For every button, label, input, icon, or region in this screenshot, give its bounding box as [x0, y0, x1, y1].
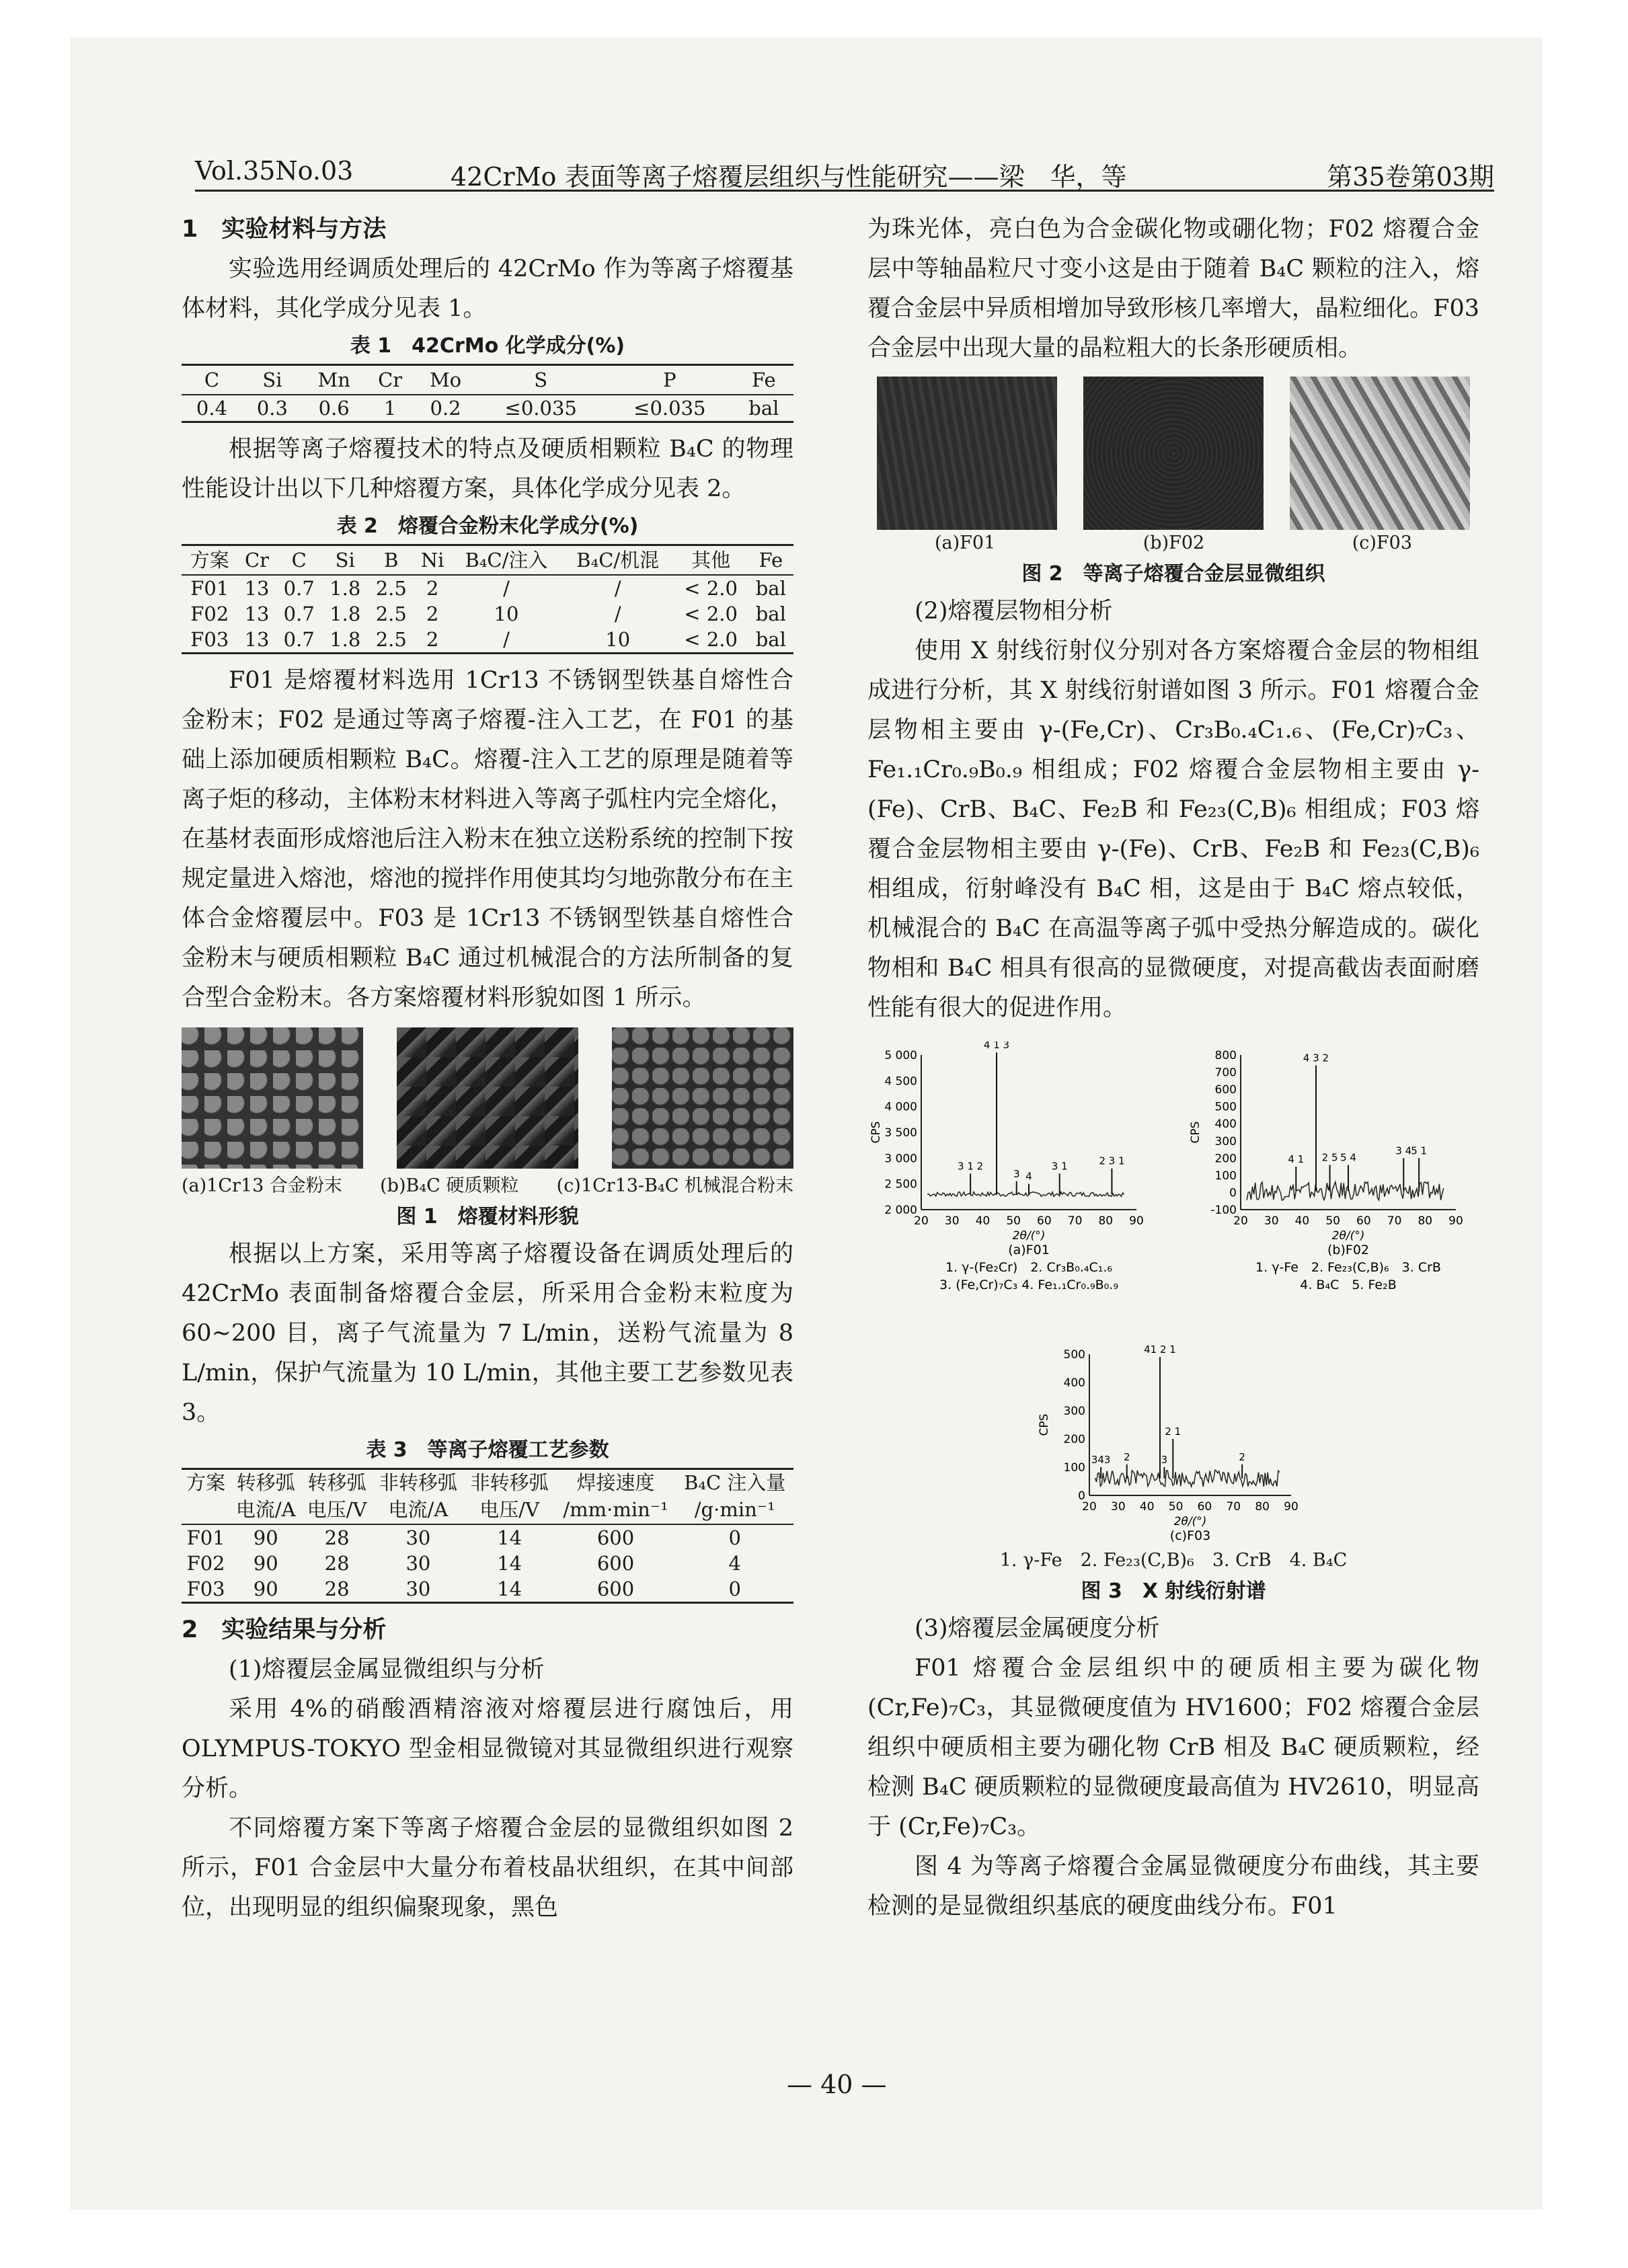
table-header-cell: /g·min⁻¹: [676, 1495, 794, 1524]
paragraph: F01 是熔覆材料选用 1Cr13 不锈钢型铁基自熔性合金粉末；F02 是通过等离子熔覆-注入工艺，在 F01 的基础上添加硬质相颗粒 B₄C。熔覆-注入工艺的原理是随着等离子炬的移动，主体粉末材料进入等离子弧柱内完全熔化，在基材表面形成熔池后注入粉末在独立送粉系统的控制下按规定量进入熔池，熔池的搅拌作用使其均匀地弥散分布在主体合金熔覆层中。F03 是 1Cr13 不锈钢型铁基自熔性合金粉末与硬质相颗粒 B₄C 通过机械混合的方法所制备的复合型合金粉末。各方案熔覆材料形貌如图 1 所示。: [182, 667, 794, 1011]
table-2: [182, 544, 793, 654]
figure-3: [867, 1042, 1479, 1559]
y-tick-label: 2 500: [884, 1177, 917, 1191]
y-tick-label: 800: [1214, 1049, 1237, 1062]
table-header-cell: [182, 1495, 230, 1524]
table-cell: 2: [426, 628, 439, 651]
y-tick-label: 600: [1214, 1083, 1237, 1097]
table-cell: 0.4: [196, 397, 228, 420]
table-cell: F01: [186, 1526, 225, 1549]
peak-label: 2: [1239, 1450, 1245, 1463]
section-2-heading: 2 实验结果与分析: [182, 1616, 387, 1643]
x-tick-label: 40: [1294, 1214, 1310, 1228]
header-issue: 第35卷第03期: [1327, 162, 1494, 192]
figure-2a-label: (a)F01: [935, 533, 996, 553]
table-cell: ≤0.035: [633, 397, 706, 420]
x-tick-label: 90: [1129, 1214, 1144, 1228]
table-cell: bal: [755, 602, 786, 625]
x-tick-label: 50: [1325, 1214, 1340, 1228]
table-cell: F02: [186, 1552, 225, 1575]
table-cell: bal: [755, 628, 786, 651]
x-tick-label: 20: [1233, 1214, 1248, 1228]
table-header-cell: Fe: [734, 365, 793, 395]
x-axis-label: 2θ/(°): [1173, 1515, 1207, 1528]
right-column: [867, 210, 1479, 1926]
table-cell: bal: [748, 397, 779, 420]
peak-label: 5 1: [1411, 1144, 1428, 1157]
figure-1c-label: (c)1Cr13-B₄C 机械混合粉末: [556, 1175, 793, 1196]
table-cell: 13: [244, 602, 270, 625]
figure-1: [182, 1027, 793, 1169]
table-cell: 1.8: [330, 577, 361, 600]
table-2-caption: 表 2 熔覆合金粉末化学成分(%): [336, 514, 639, 538]
table-header-cell: C: [182, 365, 242, 395]
peak-label: 2 1: [1165, 1425, 1181, 1438]
diffraction-baseline: [1095, 1470, 1280, 1487]
table-cell: 2.5: [375, 602, 407, 625]
table-1-caption: 表 1 42CrMo 化学成分(%): [350, 334, 625, 358]
table-header-cell: B: [369, 545, 415, 576]
peak-label: 2: [1123, 1450, 1130, 1463]
y-tick-label: 0: [1078, 1489, 1085, 1503]
paragraph: 根据以上方案，采用等离子熔覆设备在调质处理后的 42CrMo 表面制备熔覆合金层，所采用合金粉末粒度为 60~200 目，离子气流量为 7 L/min，送粉气流量为 8 L/min，保护气流量为 10 L/min，其他主要工艺参数见表 3。: [182, 1241, 793, 1426]
table-cell: 90: [253, 1526, 278, 1549]
header-volume: Vol.35No.03: [195, 156, 354, 186]
table-cell: 10: [494, 602, 519, 625]
table-cell: F03: [190, 628, 229, 651]
peak-label: 3 1: [1051, 1160, 1068, 1173]
table-cell: 600: [596, 1526, 635, 1549]
peak-label: 2 3 1: [1099, 1155, 1125, 1167]
y-axis-label: CPS: [869, 1121, 883, 1144]
paragraph: 根据等离子熔覆技术的特点及硬质相颗粒 B₄C 的物理性能设计出以下几种熔覆方案，具体化学成分见表 2。: [182, 436, 793, 502]
table-cell: 0: [728, 1577, 741, 1600]
chart-title: (c)F03: [1169, 1528, 1211, 1543]
table-cell: 90: [253, 1577, 278, 1600]
micrograph-f02: [1083, 377, 1264, 530]
subsection-heading: (1)熔覆层金属显微组织与分析: [229, 1656, 545, 1683]
paragraph: 实验选用经调质处理后的 42CrMo 作为等离子熔覆基体材料，其化学成分见表 1。: [182, 256, 793, 322]
peak-label: 3: [1013, 1167, 1020, 1180]
paragraph: 采用 4%的硝酸酒精溶液对熔覆层进行腐蚀后，用 OLYMPUS-TOKYO 型金相显微镜对其显微组织进行观察分析。: [182, 1696, 793, 1802]
running-header: [195, 156, 1494, 192]
xrd-legend: 1. γ-Fe 2. Fe₂₃(C,B)₆ 3. CrB: [1255, 1260, 1441, 1275]
table-cell: 0.7: [283, 628, 315, 651]
x-tick-label: 40: [975, 1214, 991, 1228]
y-tick-label: 200: [1063, 1433, 1085, 1446]
table-header-cell: /mm·min⁻¹: [555, 1495, 676, 1524]
x-tick-label: 70: [1387, 1214, 1402, 1228]
x-tick-label: 90: [1284, 1500, 1298, 1514]
figure-2: [867, 377, 1479, 530]
header-title: 42CrMo 表面等离子熔覆层组织与性能研究——梁 华，等: [451, 162, 1127, 192]
xrd-legend-c: 1. γ-Fe 2. Fe₂₃(C,B)₆ 3. CrB 4. B₄C: [999, 1550, 1348, 1571]
y-tick-label: 500: [1063, 1348, 1085, 1362]
table-3: [182, 1468, 793, 1604]
y-tick-label: 3 500: [884, 1126, 917, 1140]
peak-label: 3 4: [1395, 1144, 1412, 1157]
diffraction-baseline: [1247, 1182, 1444, 1200]
table-cell: < 2.0: [684, 577, 738, 600]
table-cell: /: [503, 577, 510, 600]
table-cell: 4: [728, 1552, 741, 1575]
table-cell: 2.5: [375, 577, 407, 600]
figure-2b-label: (b)F02: [1142, 533, 1205, 553]
table-header-cell: Cr: [366, 365, 415, 395]
micrograph-f03: [1290, 377, 1470, 530]
x-tick-label: 30: [1264, 1214, 1279, 1228]
table-cell: 0.7: [283, 577, 315, 600]
x-tick-label: 80: [1418, 1214, 1433, 1228]
table-cell: /: [614, 602, 621, 625]
table-header-cell: Mn: [303, 365, 366, 395]
y-tick-label: 400: [1063, 1376, 1085, 1390]
table-header-cell: 方案: [182, 545, 238, 576]
y-axis-label: CPS: [1189, 1121, 1202, 1144]
y-tick-label: 5 000: [884, 1049, 917, 1062]
peak-label: 4 3 2: [1303, 1052, 1329, 1064]
y-tick-label: 4 500: [884, 1074, 917, 1089]
table-1: [182, 364, 793, 423]
table-header-cell: Si: [242, 365, 303, 395]
figure-2-caption: 图 2 等离子熔覆合金层显微组织: [1021, 562, 1325, 586]
table-header-cell: 其他: [674, 545, 748, 576]
table-cell: /: [503, 628, 510, 651]
table-row: [182, 1524, 793, 1551]
y-tick-label: 2 000: [884, 1204, 917, 1217]
chart-title: (b)F02: [1327, 1243, 1369, 1257]
x-tick-label: 30: [1111, 1500, 1126, 1514]
table-cell: 600: [596, 1577, 635, 1600]
x-axis-label: 2θ/(°): [1012, 1229, 1046, 1243]
table-cell: 0.2: [430, 397, 461, 420]
table-cell: F02: [190, 602, 229, 625]
chart-title: (a)F01: [1008, 1243, 1050, 1257]
left-column: [182, 210, 793, 1928]
y-tick-label: 0: [1229, 1186, 1237, 1200]
table-3-caption: 表 3 等离子熔覆工艺参数: [366, 1438, 609, 1462]
y-tick-label: 100: [1214, 1169, 1237, 1183]
peak-label: 41 2 1: [1144, 1343, 1176, 1356]
x-axis-label: 2θ/(°): [1331, 1229, 1365, 1243]
table-cell: 1: [383, 397, 397, 420]
table-header-cell: 电流/A: [230, 1495, 301, 1524]
table-cell: F01: [190, 577, 229, 600]
table-header-cell: Cr: [238, 545, 276, 576]
table-row: [182, 1576, 793, 1603]
xrd-charts: [867, 1042, 1479, 1559]
paragraph: 为珠光体，亮白色为合金碳化物或硼化物；F02 熔覆合金层中等轴晶粒尺寸变小这是由于随着 B₄C 颗粒的注入，熔覆合金层中异质相增加导致形核几率增大，晶粒细化。F03 合金层中出现大量的晶粒粗大的长条形硬质相。: [867, 216, 1479, 362]
table-cell: 10: [605, 628, 631, 651]
table-cell: ≤0.035: [504, 397, 577, 420]
table-cell: 28: [324, 1577, 350, 1600]
figure-1-caption: 图 1 熔覆材料形貌: [396, 1205, 579, 1228]
page-number: — 40 —: [787, 2070, 887, 2099]
xrd-legend: 1. γ-(Fe₂Cr) 2. Cr₃B₀.₄C₁.₆: [945, 1260, 1113, 1275]
table-header-cell: 非转移弧: [379, 1471, 457, 1494]
table-cell: 0.3: [256, 397, 288, 420]
y-tick-label: 4 000: [884, 1100, 917, 1114]
y-tick-label: 500: [1214, 1100, 1237, 1114]
table-cell: < 2.0: [684, 602, 738, 625]
table-cell: bal: [755, 577, 786, 600]
y-tick-label: 700: [1214, 1066, 1237, 1080]
table-cell: 0.7: [283, 602, 315, 625]
table-cell: 90: [253, 1552, 278, 1575]
table-header-cell: 电压/V: [464, 1495, 555, 1524]
photo-mixed-powder: [612, 1027, 793, 1169]
photo-b4c-particles: [397, 1027, 578, 1169]
paragraph: F01 熔覆合金层组织中的硬质相主要为碳化物 (Cr,Fe)₇C₃，其显微硬度值为 HV1600；F02 熔覆合金层组织中硬质相主要为硼化物 CrB 相及 B₄C 硬质颗粒，经检测 B₄C 硬质颗粒的显微硬度最高值为 HV2610，明显高于 (Cr,Fe)₇C₃。: [867, 1655, 1479, 1840]
table-cell: 30: [405, 1526, 431, 1549]
x-tick-label: 60: [1037, 1214, 1052, 1228]
table-row: [182, 575, 793, 601]
table-cell: 14: [497, 1577, 522, 1600]
x-tick-label: 20: [1082, 1500, 1097, 1514]
table-cell: 2.5: [375, 628, 407, 651]
y-tick-label: 3 000: [884, 1152, 917, 1166]
peak-label: 3: [1161, 1454, 1168, 1466]
table-header-cell: B₄C/注入: [451, 545, 562, 576]
y-tick-label: -100: [1210, 1204, 1237, 1217]
table-header-cell: 非转移弧: [470, 1471, 549, 1494]
table-cell: 14: [497, 1526, 522, 1549]
x-tick-label: 20: [914, 1214, 929, 1228]
x-tick-label: 40: [1139, 1500, 1155, 1514]
table-header-cell: P: [605, 365, 734, 395]
table-header-cell: 转移弧: [307, 1471, 366, 1494]
subsection-heading: (2)熔覆层物相分析: [915, 598, 1113, 625]
table-cell: < 2.0: [684, 628, 738, 651]
peak-label: 4: [1025, 1170, 1032, 1183]
table-cell: /: [614, 577, 621, 600]
diffraction-baseline: [927, 1192, 1124, 1197]
table-cell: 1.8: [330, 602, 361, 625]
x-tick-label: 60: [1197, 1500, 1212, 1514]
table-cell: 1.8: [330, 628, 361, 651]
table-cell: 0.6: [318, 397, 350, 420]
table-cell: F03: [186, 1577, 225, 1600]
x-tick-label: 70: [1067, 1214, 1083, 1228]
y-tick-label: 300: [1214, 1134, 1237, 1148]
y-tick-label: 300: [1063, 1405, 1085, 1418]
x-tick-label: 90: [1448, 1214, 1463, 1228]
xrd-legend: 3. (Fe,Cr)₇C₃ 4. Fe₁.₁Cr₀.₉B₀.₉: [939, 1278, 1118, 1292]
table-header-cell: Fe: [748, 545, 793, 576]
section-1-heading: 1 实验材料与方法: [182, 216, 387, 243]
table-row: [182, 627, 793, 654]
table-header-cell: 电压/V: [301, 1495, 373, 1524]
table-header-cell: Mo: [415, 365, 477, 395]
peak-label: 4 1: [1288, 1153, 1305, 1166]
table-header-cell: 方案: [186, 1471, 226, 1494]
table-cell: 30: [405, 1577, 431, 1600]
figure-3-caption: 图 3 X 射线衍射谱: [1081, 1579, 1266, 1603]
y-tick-label: 400: [1214, 1118, 1237, 1132]
photo-alloy-powder: [182, 1027, 363, 1169]
table-row: [182, 1551, 793, 1576]
table-header-cell: Si: [322, 545, 369, 576]
peak-label: 343: [1091, 1454, 1111, 1466]
x-tick-label: 80: [1255, 1500, 1270, 1514]
table-cell: 2: [426, 577, 439, 600]
table-cell: 13: [244, 577, 270, 600]
table-header-cell: B₄C 注入量: [684, 1471, 786, 1494]
table-cell: 600: [596, 1552, 635, 1575]
peak-label: 2 5: [1321, 1151, 1338, 1164]
paragraph: 图 4 为等离子熔覆合金属显微硬度分布曲线，其主要检测的是显微组织基底的硬度曲线分布。F01: [867, 1853, 1479, 1920]
paragraph: 使用 X 射线衍射仪分别对各方案熔覆合金层的物相组成进行分析，其 X 射线衍射谱如图 3 所示。F01 熔覆合金层物相主要由 γ-(Fe,Cr)、Cr₃B₀.₄C₁.₆、(Fe,Cr)₇C₃、Fe₁.₁Cr₀.₉B₀.₉ 相组成；F02 熔覆合金层物相主要由 γ-(Fe)、CrB、B₄C、Fe₂B 和 Fe₂₃(C,B)₆ 相组成；F03 熔覆合金层物相主要由 γ-(Fe)、CrB、Fe₂B 和 Fe₂₃(C,B)₆ 相组成，衍射峰没有 B₄C 相，这是由于 B₄C 熔点较低，机械混合的 B₄C 在高温等离子弧中受热分解造成的。碳化物相和 B₄C 相具有很高的显微硬度，对提高截齿表面耐磨性能有很大的促进作用。: [867, 637, 1479, 1021]
peak-label: 5 4: [1340, 1151, 1356, 1164]
figure-1a-label: (a)1Cr13 合金粉末: [182, 1175, 342, 1196]
x-tick-label: 50: [1006, 1214, 1021, 1228]
peak-label: 3 1 2: [958, 1160, 984, 1173]
x-tick-label: 60: [1356, 1214, 1371, 1228]
subsection-heading: (3)熔覆层金属硬度分析: [915, 1615, 1160, 1642]
table-cell: 28: [324, 1552, 350, 1575]
table-row: [182, 601, 793, 627]
paragraph: 不同熔覆方案下等离子熔覆合金层的显微组织如图 2 所示，F01 合金层中大量分布着枝晶状组织，在其中间部位，出现明显的组织偏聚现象，黑色: [182, 1815, 793, 1921]
figure-2c-label: (c)F03: [1352, 533, 1412, 553]
table-cell: 0: [728, 1526, 741, 1549]
table-header-cell: S: [476, 365, 605, 395]
table-header-cell: B₄C/机混: [562, 545, 674, 576]
peak-label: 4 1 3: [983, 1042, 1010, 1052]
micrograph-f01: [877, 377, 1057, 530]
table-cell: 14: [497, 1552, 522, 1575]
table-cell: 13: [244, 628, 270, 651]
y-tick-label: 200: [1214, 1152, 1237, 1166]
figure-1b-label: (b)B₄C 硬质颗粒: [380, 1175, 519, 1196]
table-cell: 28: [324, 1526, 350, 1549]
table-header-cell: 转移弧: [236, 1471, 295, 1494]
y-axis-label: CPS: [1038, 1413, 1051, 1436]
x-tick-label: 80: [1098, 1214, 1114, 1228]
x-tick-label: 70: [1226, 1500, 1241, 1514]
y-tick-label: 100: [1063, 1461, 1085, 1475]
xrd-legend: 4. B₄C 5. Fe₂B: [1300, 1278, 1397, 1292]
x-tick-label: 50: [1168, 1500, 1184, 1514]
table-header-cell: 电流/A: [373, 1495, 464, 1524]
table-header-cell: C: [276, 545, 322, 576]
table-cell: 2: [426, 602, 439, 625]
table-header-cell: Ni: [414, 545, 451, 576]
x-tick-label: 30: [944, 1214, 960, 1228]
table-cell: 30: [405, 1552, 431, 1575]
table-header-cell: 焊接速度: [576, 1471, 655, 1494]
